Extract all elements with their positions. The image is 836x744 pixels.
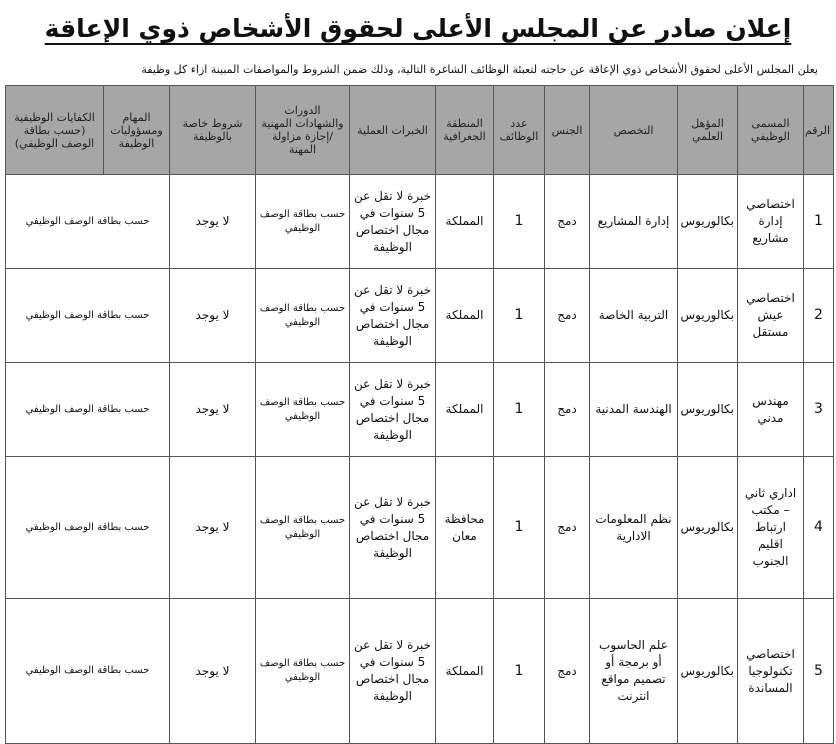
cell-specialization: إدارة المشاريع: [590, 175, 678, 269]
cell-experience: خبرة لا تقل عن 5 سنوات في مجال اختصاص الوظيفة: [350, 175, 436, 269]
cell-courses: حسب بطاقة الوصف الوظيفي: [256, 599, 350, 744]
header-no: الرقم: [804, 86, 834, 175]
cell-experience: خبرة لا تقل عن 5 سنوات في مجال اختصاص الوظيفة: [350, 363, 436, 457]
cell-region: محافظة معان: [436, 457, 494, 599]
cell-tasks-competencies: حسب بطاقة الوصف الوظيفي: [6, 363, 170, 457]
header-experience: الخبرات العملية: [350, 86, 436, 175]
table-row: [6, 175, 834, 269]
cell-count: 1: [494, 599, 545, 744]
cell-conditions: لا يوجد: [170, 269, 256, 363]
cell-region: المملكة: [436, 175, 494, 269]
cell-gender: دمج: [545, 457, 590, 599]
cell-tasks-competencies: حسب بطاقة الوصف الوظيفي: [6, 175, 170, 269]
header-conditions: شروط خاصة بالوظيفة: [170, 86, 256, 175]
cell-tasks-competencies: حسب بطاقة الوصف الوظيفي: [6, 269, 170, 363]
cell-gender: دمج: [545, 363, 590, 457]
cell-title: اختصاصي تكنولوجيا المساندة: [738, 599, 804, 744]
cell-gender: دمج: [545, 599, 590, 744]
cell-courses: حسب بطاقة الوصف الوظيفي: [256, 175, 350, 269]
cell-experience: خبرة لا تقل عن 5 سنوات في مجال اختصاص الوظيفة: [350, 457, 436, 599]
cell-gender: دمج: [545, 269, 590, 363]
cell-specialization: نظم المعلومات الادارية: [590, 457, 678, 599]
table-row: [6, 269, 834, 363]
cell-tasks-competencies: حسب بطاقة الوصف الوظيفي: [6, 599, 170, 744]
cell-conditions: لا يوجد: [170, 599, 256, 744]
cell-qualification: بكالوريوس: [678, 599, 738, 744]
table-row: [6, 599, 834, 744]
cell-title: مهندس مدني: [738, 363, 804, 457]
cell-no: 1: [804, 175, 834, 269]
page-title: إعلان صادر عن المجلس الأعلى لحقوق الأشخاص ذوي الإعاقة: [44, 14, 792, 43]
header-courses: الدورات والشهادات المهنية /إجازة مزاولة المهنة: [256, 86, 350, 175]
cell-title: اختصاصي إدارة مشاريع: [738, 175, 804, 269]
cell-specialization: الهندسة المدنية: [590, 363, 678, 457]
cell-gender: دمج: [545, 175, 590, 269]
cell-conditions: لا يوجد: [170, 457, 256, 599]
cell-courses: حسب بطاقة الوصف الوظيفي: [256, 363, 350, 457]
jobs-table: [5, 85, 834, 744]
cell-courses: حسب بطاقة الوصف الوظيفي: [256, 269, 350, 363]
header-count: عدد الوظائف: [494, 86, 545, 175]
cell-count: 1: [494, 457, 545, 599]
cell-tasks-competencies: حسب بطاقة الوصف الوظيفي: [6, 457, 170, 599]
cell-count: 1: [494, 363, 545, 457]
header-region: المنطقة الجغرافية: [436, 86, 494, 175]
header-qualification: المؤهل العلمي: [678, 86, 738, 175]
cell-no: 2: [804, 269, 834, 363]
header-title: المسمى الوظيفي: [738, 86, 804, 175]
cell-no: 3: [804, 363, 834, 457]
intro-text: يعلن المجلس الأعلى لحقوق الأشخاص ذوي الإعاقة عن حاجته لتعبئة الوظائف الشاغرة التالية، وذلك ضمن الشروط والمواصفات المبينة ازاء كل وظيفة: [141, 63, 818, 76]
header-competencies: الكفايات الوظيفية (حسب بطاقة الوصف الوظيفي): [6, 86, 104, 175]
table-header-row: [6, 86, 834, 175]
cell-conditions: لا يوجد: [170, 363, 256, 457]
cell-qualification: بكالوريوس: [678, 175, 738, 269]
cell-no: 5: [804, 599, 834, 744]
cell-count: 1: [494, 269, 545, 363]
cell-experience: خبرة لا تقل عن 5 سنوات في مجال اختصاص الوظيفة: [350, 599, 436, 744]
header-tasks: المهام ومسؤوليات الوظيفة: [104, 86, 170, 175]
cell-qualification: بكالوريوس: [678, 269, 738, 363]
cell-qualification: بكالوريوس: [678, 457, 738, 599]
cell-count: 1: [494, 175, 545, 269]
cell-conditions: لا يوجد: [170, 175, 256, 269]
cell-title: اداري ثاني – مكتب ارتباط اقليم الجنوب: [738, 457, 804, 599]
header-gender: الجنس: [545, 86, 590, 175]
cell-experience: خبرة لا تقل عن 5 سنوات في مجال اختصاص الوظيفة: [350, 269, 436, 363]
cell-region: المملكة: [436, 363, 494, 457]
table-row: [6, 363, 834, 457]
table-row: [6, 457, 834, 599]
cell-courses: حسب بطاقة الوصف الوظيفي: [256, 457, 350, 599]
cell-region: المملكة: [436, 269, 494, 363]
cell-no: 4: [804, 457, 834, 599]
cell-region: المملكة: [436, 599, 494, 744]
cell-specialization: التربية الخاصة: [590, 269, 678, 363]
cell-qualification: بكالوريوس: [678, 363, 738, 457]
header-specialization: التخصص: [590, 86, 678, 175]
cell-title: اختصاصي عيش مستقل: [738, 269, 804, 363]
cell-specialization: علم الحاسوب أو برمجة أو تصميم مواقع انترنت: [590, 599, 678, 744]
